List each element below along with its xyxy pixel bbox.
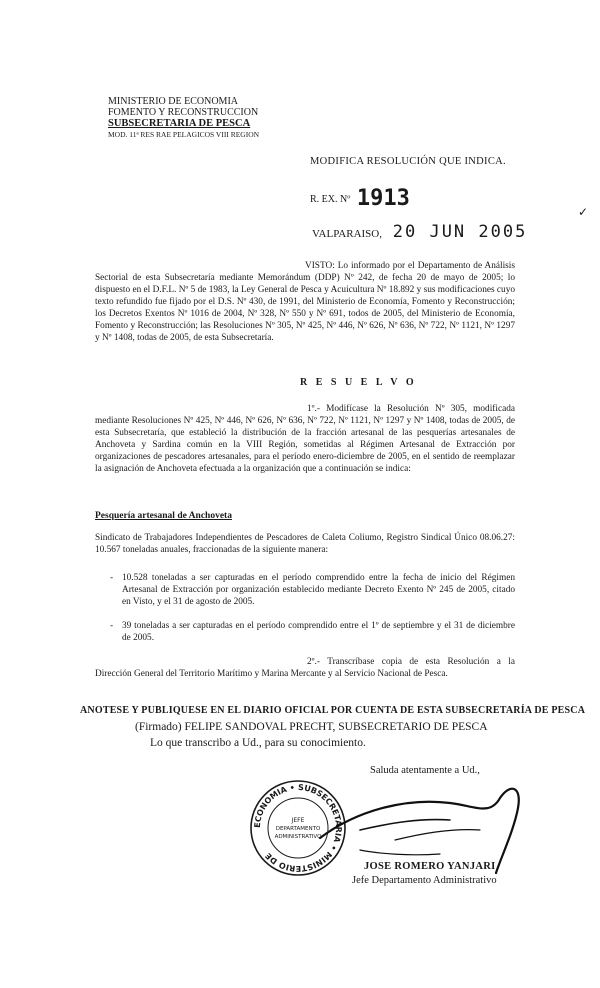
date-stamp: 20 JUN 2005 (392, 222, 528, 242)
list-item-text: 10.528 toneladas a ser capturadas en el período comprendido entre la fecha de inicio del Régimen Artesanal de Extracción por organización establecido mediante Decreto Exento Nº 245 de 2005, citado en Visto, y el 31 de agosto de 2005. (122, 573, 515, 607)
resolution-label: R. EX. Nº (310, 194, 351, 205)
seal-center-line1: JEFE (291, 817, 305, 824)
issuer-ministry-sub: FOMENTO Y RECONSTRUCCION (108, 107, 259, 118)
visto-paragraph: VISTO: Lo informado por el Departamento de Análisis Sectorial de esta Subsecretaría mediante Memorándum (DDP) Nº 242, de fecha 20 de mayo de 2005; lo dispuesto en el D.F.L. Nº 5 de 1983, la Ley General de Pesca y Acuicultura Nº 18.892 y sus modificaciones cuyo texto refundido fue fijado por el D.S. Nº 430, de 1991, del Ministerio de Economía, Fomento y Reconstrucción; los Decretos Exentos Nº 1016 de 2004, Nº 328, Nº 550 y Nº 691, todos de 2005, del Ministerio de Economía, Fomento y Reconstrucción; las Resoluciones Nº 305, Nº 425, Nº 446, Nº 626, Nº 636, Nº 722, Nº 1121, Nº 1297 y Nº 1408, todas de 2005, de esta Subsecretaría. (95, 261, 515, 343)
date-line (312, 222, 527, 242)
resolution-number (310, 186, 410, 211)
issuer-ministry: MINISTERIO DE ECONOMIA (108, 96, 238, 107)
bullet-marker: - (110, 621, 114, 631)
transcribe-line: Lo que transcribo a Ud., para su conocimiento. (150, 737, 366, 749)
article-2-paragraph: 2º.- Transcríbase copia de esta Resolución a la Dirección General del Territorio Marítimo y Marina Mercante y al Servicio Nacional de Pesca. (95, 657, 515, 679)
allocation-list (110, 572, 515, 656)
signer-name: JOSE ROMERO YANJARI (364, 861, 496, 872)
resuelvo-heading: R E S U E L V O (300, 377, 417, 388)
document-code: MOD. 11ª RES RAE PELAGICOS VIII REGION (108, 130, 260, 139)
seal-center-line3: ADMINISTRATIVO (274, 834, 322, 840)
signed-by-line: (Firmado) FELIPE SANDOVAL PRECHT, SUBSECRETARIO DE PESCA (135, 721, 488, 733)
article-1-paragraph: 1º.- Modifícase la Resolución Nº 305, modificada mediante Resoluciones Nº 425, Nº 446, Nº 626, Nº 636, Nº 722, Nº 1121, Nº 1297 y Nº 1408, todas de 2005, de esta Subsecretaría, que estableció la distribución de la fracción artesanal de las pesquerías artesanales de Anchoveta y Sardina común en la VIII Región, sometidas al Régimen Artesanal de Extracción por organizaciones de pescadores artesanales, para el período enero-diciembre de 2005, en el sentido de reemplazar la asignación de Anchoveta efectuada a la organización que a continuación se indica: (95, 404, 515, 474)
list-item (110, 620, 515, 644)
issuer-subsecretaria: SUBSECRETARIA DE PESCA (108, 118, 251, 129)
bullet-marker: - (110, 573, 114, 583)
signer-title: Jefe Departamento Administrativo (352, 875, 497, 886)
document-subject: MODIFICA RESOLUCIÓN QUE INDICA. (310, 156, 506, 167)
closing-greeting: Saluda atentamente a Ud., (370, 765, 480, 776)
seal-ring-text: ECONOMIA • SUBSECRETARIA • MINISTERIO DE (252, 782, 344, 874)
list-item-text: 39 toneladas a ser capturadas en el período comprendido entre el 1º de septiembre y el 31 de diciembre de 2005. (122, 621, 515, 643)
list-item (110, 572, 515, 608)
issuer-header (108, 96, 259, 140)
section-title: Pesquería artesanal de Anchoveta (95, 511, 232, 521)
publish-order: ANOTESE Y PUBLIQUESE EN EL DIARIO OFICIAL POR CUENTA DE ESTA SUBSECRETARÍA DE PESCA (80, 705, 586, 716)
date-city: VALPARAISO, (312, 228, 382, 240)
seal-center-line2: DEPARTAMENTO (275, 826, 321, 832)
sindicato-paragraph: Sindicato de Trabajadores Independientes de Pescadores de Caleta Coliumo, Registro Sindical Único 08.06.27: 10.567 toneladas anuales, fraccionadas de la siguiente manera: (95, 533, 515, 555)
resolution-number-value: 1913 (356, 186, 410, 211)
margin-mark: ✓ (578, 205, 589, 219)
